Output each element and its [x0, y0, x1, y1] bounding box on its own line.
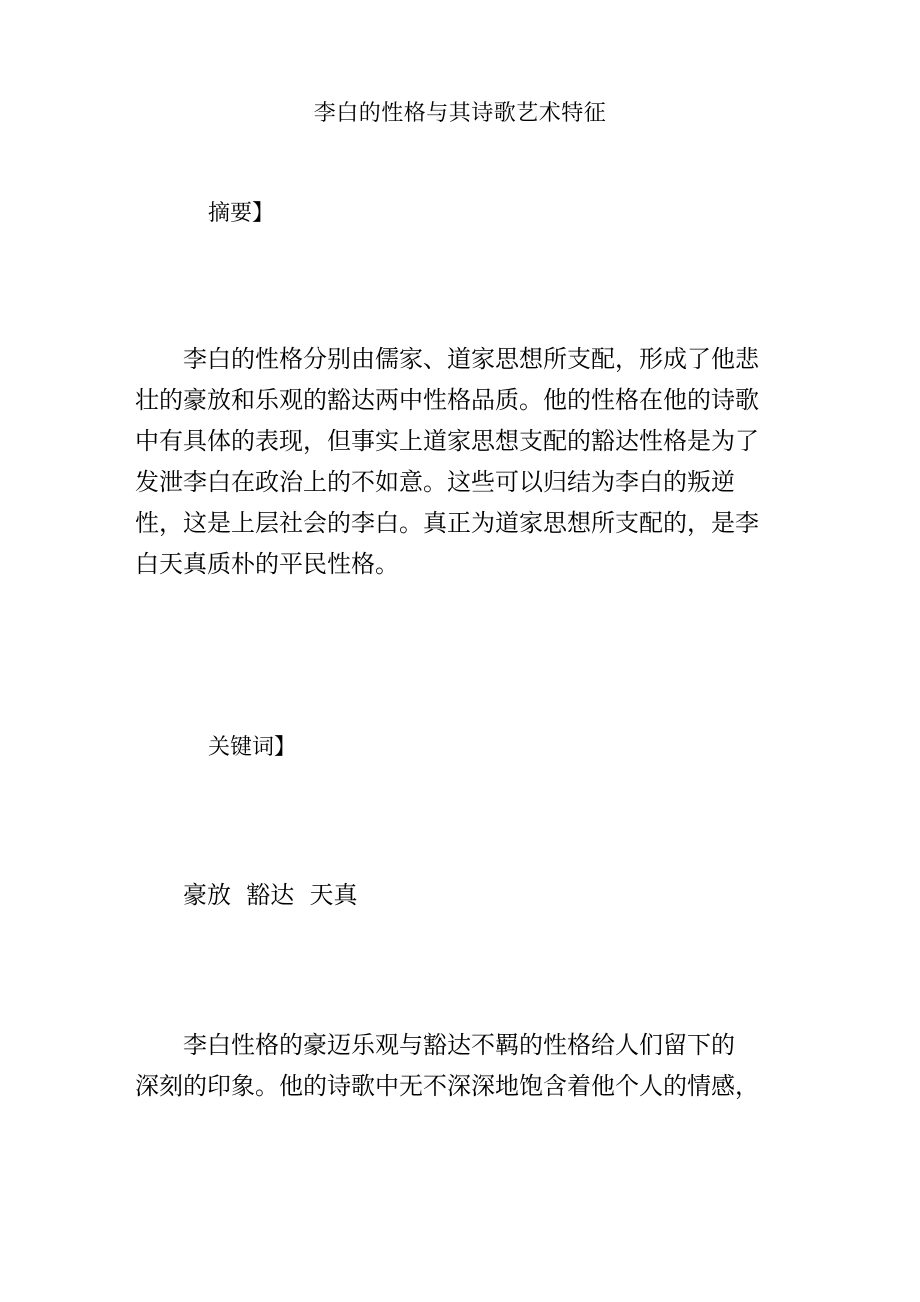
abstract-heading: 摘要】	[208, 201, 275, 226]
abstract-line: 性，这是上层社会的李白。真正为道家思想所支配的，是李	[135, 509, 759, 537]
intro-line: 深刻的印象。他的诗歌中无不深深地饱含着他个人的情感，	[135, 1072, 759, 1100]
intro-paragraph	[135, 1025, 785, 1107]
abstract-line: 发泄李白在政治上的不如意。这些可以归结为李白的叛逆	[135, 468, 735, 496]
abstract-line: 李白的性格分别由儒家、道家思想所支配，形成了他悲	[135, 345, 759, 373]
abstract-line: 中有具体的表现，但事实上道家思想支配的豁达性格是为了	[135, 427, 759, 455]
keywords-list: 豪放 豁达 天真	[183, 881, 358, 909]
abstract-paragraph	[135, 339, 785, 585]
document-title: 李白的性格与其诗歌艺术特征	[313, 101, 607, 126]
abstract-line: 白天真质朴的平民性格。	[135, 550, 399, 578]
intro-line: 李白性格的豪迈乐观与豁达不羁的性格给人们留下的	[135, 1031, 735, 1059]
keywords-heading: 关键词】	[208, 735, 297, 760]
abstract-line: 壮的豪放和乐观的豁达两中性格品质。他的性格在他的诗歌	[135, 386, 759, 414]
